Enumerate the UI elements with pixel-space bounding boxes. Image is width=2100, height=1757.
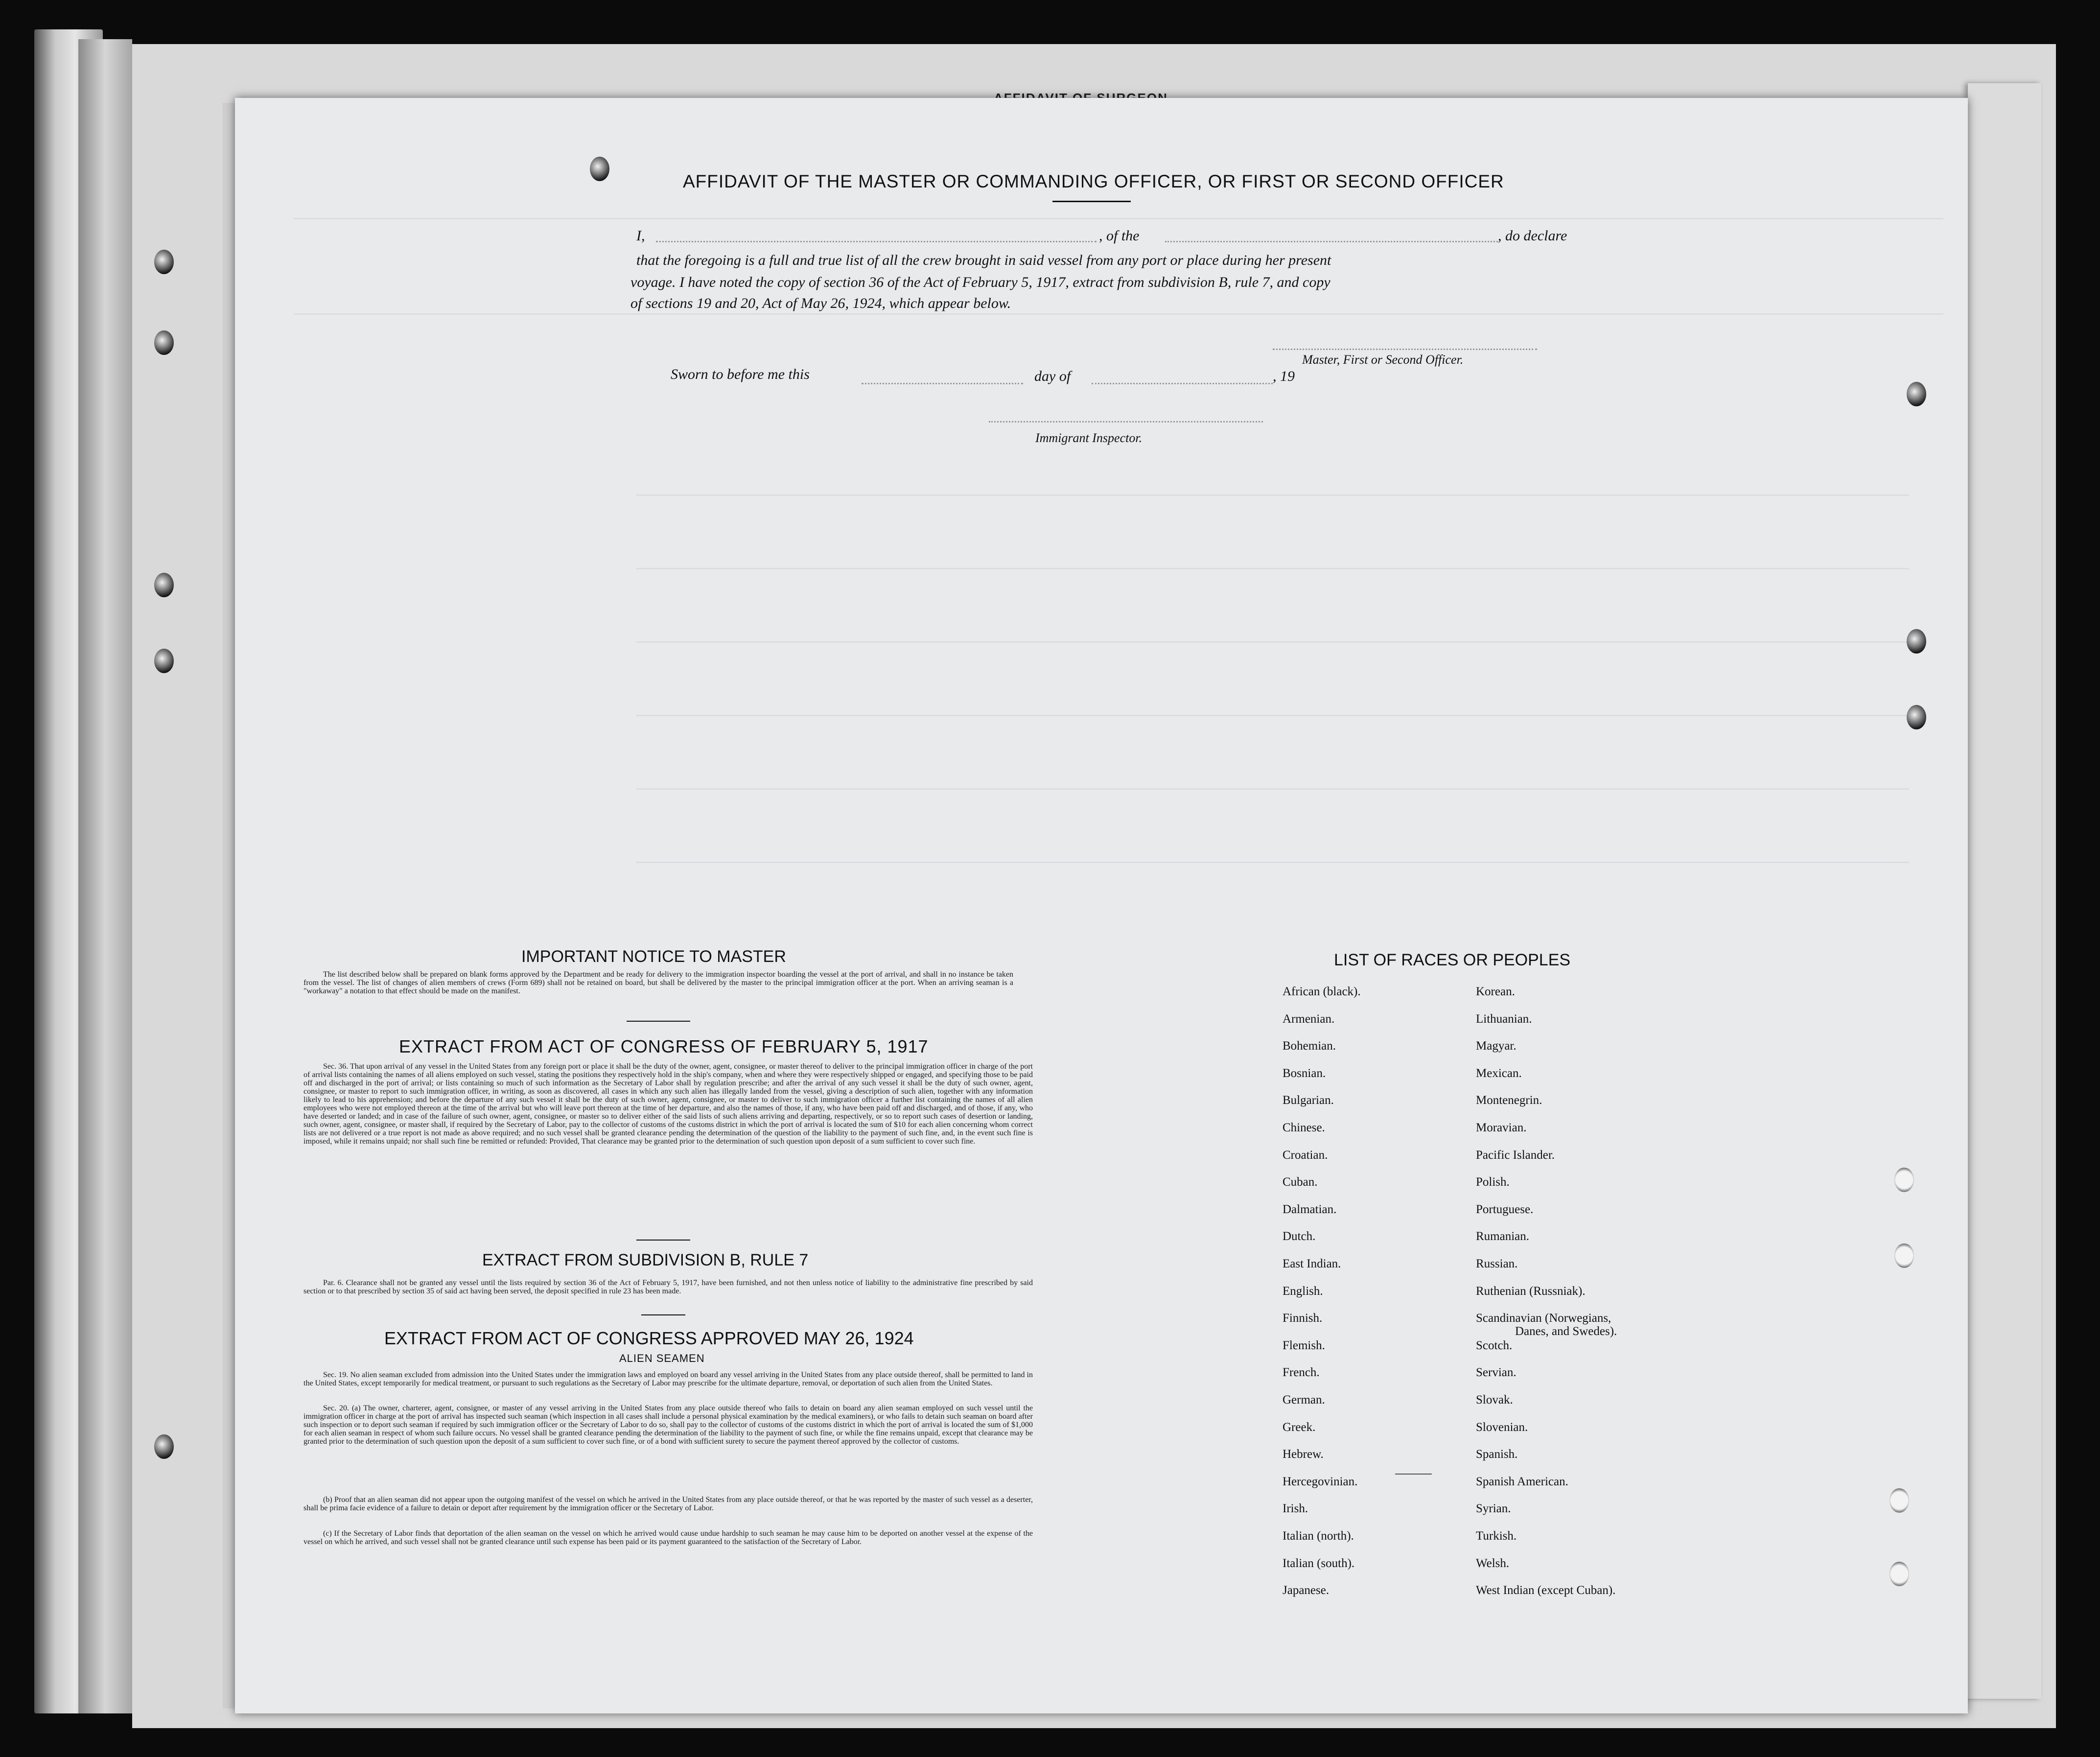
section-divider	[627, 1021, 690, 1022]
race-item: Moravian.	[1476, 1121, 1527, 1134]
race-item: Pacific Islander.	[1476, 1148, 1555, 1162]
affidavit-title: AFFIDAVIT OF THE MASTER OR COMMANDING OFFICER, OR FIRST OR SECOND OFFICER	[683, 171, 1504, 191]
extract-1917-body: Sec. 36. That upon arrival of any vessel in the United States from any foreign port or place it shall be the duty of the owner, agent, consignee, or master thereof to deliver to the principal immigration officer in charge of the port of arrival lists containing the names of all aliens employed on such vessel, stating the positions they respectively hold in the ship's company, when and where they were respectively shipped or engaged, and specifying those to be paid off and discharged in the port of arrival; or lists containing so much of such information as the Secretary of Labor shall by regulation prescribe; and after the arrival of any such vessel it shall be the duty of such owner, agent, consignee, or master to report to such immigration officer, in writing, as soon as discovered, all cases in which any such alien has illegally landed from the vessel, giving a description of such alien, together with any information likely to lead to his apprehension; and before the departure of any such vessel it shall be the duty of such owner, agent, consignee, or master to deliver to such immigration officer a further list containing the names of all alien employees who were not employed thereon at the time of the arrival but who will leave port thereon at the time of her departure, and also the names of those, if any, who have been paid off and discharged, and of those, if any, who have deserted or landed; and in case of the failure of such owner, agent, consignee, or master so to deliver either of the said lists of such aliens arriving and departing, respectively, or so to report such cases of desertion or landing, such owner, agent, consignee, or master shall, if required by the Secretary of Labor, pay to the collector of customs of the customs district in which the port of arrival is located the sum of $10 for each alien concerning whom correct lists are not delivered or a true report is not made as above required; and no such vessel shall be granted clearance pending the determination of the question of the liability to the payment of such fine, and, in the event such fine is imposed, while it remains unpaid; nor shall such fine be remitted or refunded: Provided, That clearance may be granted prior to the determination of such question upon deposit of a sum sufficient to cover such fine.	[303, 1062, 1033, 1146]
affidavit-line-2: that the foregoing is a full and true list of all the crew brought in said vessel from any port or place during her present	[636, 252, 1331, 268]
race-item: Armenian.	[1283, 1012, 1335, 1026]
sec-19-body: Sec. 19. No alien seaman excluded from admission into the United States under the immigration laws and employed on board any vessel arriving in the United States from any place outside thereof, shall be permitted to land in the United States, except temporarily for medical treatment, or pursuant to such regulations as the Secretary of Labor may prescribe for the ultimate departure, removal, or deportation of such alien from the United States.	[303, 1371, 1033, 1387]
race-item: German.	[1283, 1393, 1325, 1406]
race-item: Hebrew.	[1283, 1448, 1324, 1461]
sec-20a-body: Sec. 20. (a) The owner, charterer, agent, consignee, or master of any vessel arriving in the United States from any place outside thereof who fails to detain on board any alien seaman employed on such vessel until the immigration officer in charge at the port of arrival has inspected such seaman (which inspection in all cases shall include a personal physical examination by the medical examiners), or who fails to detain such seaman on board after such inspection or to deport such seaman if required by such immigration officer or the Secretary of Labor to do so, shall pay to the collector of customs of the customs district in which the port of arrival is located the sum of $1,000 for each alien seaman in respect of whom such failure occurs. No vessel shall be granted clearance pending the determination of the liability to the payment of such fine, or while the fine remains unpaid, except that clearance may be granted prior to the determination of such question upon the deposit of a sum sufficient to cover such fine, or of a bond with sufficient surety to secure the payment thereof approved by the collector of customs.	[303, 1404, 1033, 1446]
punch-hole	[1907, 705, 1926, 729]
race-item: Italian (south).	[1283, 1556, 1355, 1570]
punch-hole	[154, 1434, 174, 1459]
race-item: Mexican.	[1476, 1066, 1522, 1080]
sec-20c-body: (c) If the Secretary of Labor finds that deportation of the alien seaman on the vessel on which he arrived would cause undue hardship to such seaman he may cause him to be deported on another vessel at the expense of the vessel on which he arrived, and such vessel shall not be granted clearance until such expense has been paid or its payment guaranteed to the satisfaction of the Secretary of Labor.	[303, 1529, 1033, 1546]
punch-hole	[590, 157, 609, 181]
race-item: West Indian (except Cuban).	[1476, 1584, 1616, 1597]
affidavit-of-the: , of the	[1099, 228, 1140, 244]
sec-20b-body: (b) Proof that an alien seaman did not appear upon the outgoing manifest of the vessel on which he arrived in the United States from any place outside thereof, or that he was reported by the master of such vessel as a deserter, shall be prima facie evidence of a failure to detain or deport after requirement by the immigration officer or the Secretary of Labor.	[303, 1496, 1033, 1512]
punch-hole	[154, 573, 174, 597]
signature-blank[interactable]	[1273, 349, 1537, 350]
race-item: Syrian.	[1476, 1502, 1511, 1516]
inspector-blank[interactable]	[989, 421, 1263, 422]
section-divider	[641, 1314, 685, 1315]
back-sheet-edge	[1968, 83, 2041, 1699]
punch-hole	[1890, 1488, 1909, 1513]
day-blank[interactable]	[862, 383, 1023, 384]
races-title: LIST OF RACES OR PEOPLES	[1334, 951, 1571, 969]
race-item: Slovenian.	[1476, 1420, 1528, 1434]
ghost-rule	[636, 641, 1909, 643]
year-text: , 19	[1273, 368, 1295, 384]
race-item: Croatian.	[1283, 1148, 1328, 1162]
inspector-label: Immigrant Inspector.	[1035, 431, 1143, 445]
race-item: Irish.	[1283, 1502, 1308, 1516]
ghost-rule	[294, 313, 1943, 315]
punch-hole	[1894, 1243, 1914, 1268]
ghost-rule	[636, 494, 1909, 496]
affidavit-declare: , do declare	[1498, 228, 1567, 244]
punch-hole	[154, 649, 174, 673]
race-item: Finnish.	[1283, 1312, 1323, 1325]
affidavit-line-4: of sections 19 and 20, Act of May 26, 1924, which appear below.	[630, 295, 1011, 311]
manifest-page	[235, 98, 1968, 1713]
notice-body: The list described below shall be prepared on blank forms approved by the Department and be ready for delivery to the immigration inspector boarding the vessel at the port of arrival, and shall in no instance be taken from the vessel. The list of changes of alien members of crews (Form 689) shall not be retained on board, but shall be delivered by the master to the principal immigration officer at the port. When an arriving seaman is a "workaway" a notation to that effect should be made on the manifest.	[303, 970, 1013, 995]
punch-hole	[1907, 382, 1926, 406]
sworn-text: Sworn to before me this	[671, 366, 810, 382]
race-item: Japanese.	[1283, 1584, 1330, 1597]
punch-hole	[154, 330, 174, 355]
punch-hole	[1894, 1168, 1914, 1192]
race-item: Polish.	[1476, 1175, 1510, 1189]
affidavit-i: I,	[636, 228, 645, 244]
punch-hole	[1907, 629, 1926, 654]
race-item: Montenegrin.	[1476, 1094, 1542, 1107]
race-item: Spanish.	[1476, 1448, 1518, 1461]
race-item: Flemish.	[1283, 1338, 1325, 1352]
race-item: Portuguese.	[1476, 1202, 1534, 1216]
binder-edge-inner	[78, 39, 132, 1713]
vessel-blank[interactable]	[1165, 241, 1498, 242]
extract-rule7-body: Par. 6. Clearance shall not be granted any vessel until the lists required by section 36 of the Act of February 5, 1917, have been furnished, and not then unless notice of liability to the administrative fine prescribed by said section or to that prescribed by section 35 of said act having been served, the deposit specified in rule 23 has been made.	[303, 1279, 1033, 1295]
race-item: Korean.	[1476, 985, 1515, 998]
race-item: Turkish.	[1476, 1529, 1517, 1543]
race-item: East Indian.	[1283, 1257, 1341, 1270]
title-rule	[1052, 201, 1131, 202]
ghost-rule	[636, 715, 1909, 716]
race-item: Scotch.	[1476, 1338, 1513, 1352]
notice-title: IMPORTANT NOTICE TO MASTER	[521, 947, 786, 966]
race-item: Bulgarian.	[1283, 1094, 1334, 1107]
ghost-rule	[294, 218, 1943, 219]
race-item: Dutch.	[1283, 1230, 1316, 1243]
race-item: Cuban.	[1283, 1175, 1318, 1189]
extract-1924-title: EXTRACT FROM ACT OF CONGRESS APPROVED MAY 26, 1924	[384, 1328, 914, 1348]
race-item: Chinese.	[1283, 1121, 1325, 1134]
day-of-text: day of	[1034, 368, 1071, 384]
race-item: Lithuanian.	[1476, 1012, 1532, 1026]
race-item: Dalmatian.	[1283, 1202, 1337, 1216]
affidavit-line-3: voyage. I have noted the copy of section 36 of the Act of February 5, 1917, extract from subdivision B, rule 7, and copy	[630, 274, 1330, 290]
race-item: Rumanian.	[1476, 1230, 1530, 1243]
dash-mark	[1395, 1474, 1432, 1475]
race-item: Spanish American.	[1476, 1475, 1568, 1488]
month-blank[interactable]	[1092, 383, 1273, 384]
race-item: Russian.	[1476, 1257, 1518, 1270]
race-item: Bohemian.	[1283, 1039, 1336, 1053]
extract-rule7-title: EXTRACT FROM SUBDIVISION B, RULE 7	[482, 1251, 809, 1269]
punch-hole	[154, 250, 174, 274]
race-item: Hercegovinian.	[1283, 1475, 1358, 1488]
race-item: Greek.	[1283, 1420, 1316, 1434]
race-item: Danes, and Swedes).	[1515, 1325, 1617, 1338]
race-item: Scandinavian (Norwegians,	[1476, 1312, 1611, 1325]
race-item: Magyar.	[1476, 1039, 1517, 1053]
race-item: English.	[1283, 1284, 1323, 1298]
name-blank[interactable]	[656, 241, 1097, 242]
master-label: Master, First or Second Officer.	[1302, 352, 1464, 367]
extract-1917-title: EXTRACT FROM ACT OF CONGRESS OF FEBRUARY 5, 1917	[399, 1036, 929, 1056]
ghost-rule	[636, 568, 1909, 569]
punch-hole	[1890, 1562, 1909, 1586]
race-item: African (black).	[1283, 985, 1361, 998]
alien-seamen-subtitle: ALIEN SEAMEN	[619, 1352, 705, 1364]
race-item: French.	[1283, 1366, 1320, 1380]
section-divider	[636, 1240, 690, 1241]
race-item: Bosnian.	[1283, 1066, 1326, 1080]
race-item: Italian (north).	[1283, 1529, 1354, 1543]
race-item: Welsh.	[1476, 1556, 1510, 1570]
race-item: Slovak.	[1476, 1393, 1513, 1406]
race-item: Servian.	[1476, 1366, 1517, 1380]
race-item: Ruthenian (Russniak).	[1476, 1284, 1586, 1298]
ghost-rule	[636, 788, 1909, 790]
ghost-rule	[636, 862, 1909, 863]
